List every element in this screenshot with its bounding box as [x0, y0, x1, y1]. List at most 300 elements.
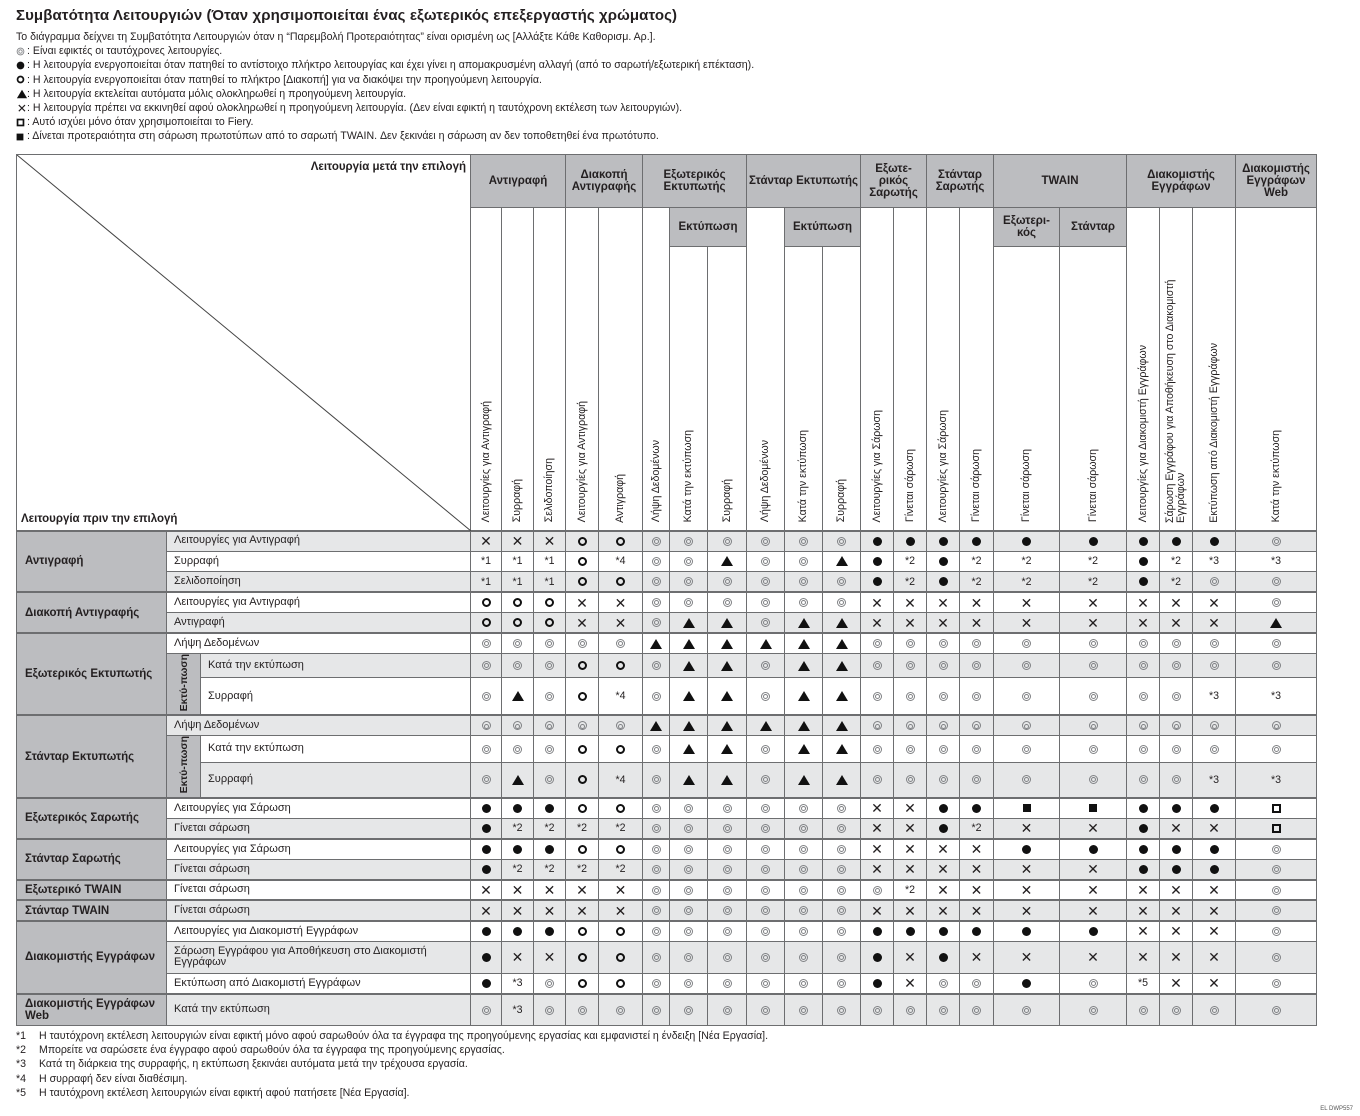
open-circle-icon — [482, 618, 491, 627]
table-cell — [502, 762, 534, 798]
double-circle-icon — [652, 775, 661, 784]
cross-icon: ✕ — [1170, 902, 1182, 919]
table-cell — [1160, 880, 1193, 901]
table-cell — [927, 941, 960, 973]
double-circle-icon — [1139, 721, 1148, 730]
table-cell — [708, 572, 747, 593]
table-cell — [785, 859, 823, 880]
footnote-text: Η ταυτόχρονη εκτέλεση λειτουργιών είναι εφικτή μόνο αφού σαρωθούν όλα τα έγγραφα της προηγούμενης εργασίας και εμφανιστεί η ένδειξη [Νέα Εργασία]. — [39, 1030, 769, 1042]
double-circle-icon — [761, 537, 770, 546]
table-cell — [747, 633, 785, 654]
double-circle-icon — [723, 906, 732, 915]
filled-circle-icon — [1089, 927, 1098, 936]
table-cell — [599, 941, 643, 973]
table-cell — [747, 973, 785, 994]
table-cell — [861, 678, 894, 716]
after-selection-label: Λειτουργία μετά την επιλογή — [310, 161, 466, 173]
footnote-ref: *3 — [1208, 555, 1219, 568]
triangle-icon — [836, 691, 848, 701]
table-cell — [1236, 531, 1317, 552]
cross-icon: ✕ — [1170, 923, 1182, 940]
double-circle-icon — [837, 886, 846, 895]
row-header: Λειτουργίες για Αντιγραφή — [167, 592, 471, 613]
filled-circle-icon — [1172, 537, 1181, 546]
table-cell — [670, 678, 708, 716]
footnote-text: Η συρραφή δεν είναι διαθέσιμη. — [39, 1072, 188, 1085]
double-circle-icon — [761, 906, 770, 915]
column-header-label: Εκτύπωση από Διακομιστή Εγγράφων — [1207, 342, 1220, 523]
cross-icon: ✕ — [1208, 949, 1220, 966]
table-cell — [471, 678, 502, 716]
footnote-ref: *1 — [544, 575, 555, 588]
table-cell — [670, 531, 708, 552]
filled-circle-icon — [1139, 865, 1148, 874]
double-circle-icon — [1210, 1006, 1219, 1015]
table-cell — [534, 900, 566, 921]
double-circle-icon — [545, 721, 554, 730]
cross-icon: ✕ — [576, 902, 588, 919]
table-cell — [599, 798, 643, 819]
cross-icon: ✕ — [871, 614, 883, 631]
double-circle-icon — [545, 692, 554, 701]
table-cell — [894, 572, 927, 593]
table-cell — [1060, 551, 1127, 572]
double-circle-icon — [1272, 953, 1281, 962]
filled-circle-icon — [482, 979, 491, 988]
table-cell — [1236, 941, 1317, 973]
table-cell — [785, 839, 823, 860]
table-cell — [643, 880, 670, 901]
table-cell — [823, 572, 861, 593]
double-circle-icon — [761, 845, 770, 854]
row-header: Γίνεται σάρωση — [167, 859, 471, 880]
table-cell — [534, 592, 566, 613]
table-cell — [1160, 900, 1193, 921]
double-circle-icon — [652, 661, 661, 670]
table-cell — [823, 613, 861, 634]
table-cell — [643, 921, 670, 942]
double-circle-icon — [1210, 721, 1219, 730]
table-cell — [861, 654, 894, 678]
print-label-text: Εκτύ-πωση — [177, 654, 190, 712]
table-cell — [747, 736, 785, 762]
table-cell — [643, 572, 670, 593]
row-header: Λειτουργίες για Σάρωση — [167, 839, 471, 860]
cross-icon: ✕ — [543, 882, 556, 899]
table-cell — [747, 531, 785, 552]
table-cell — [1236, 736, 1317, 762]
double-circle-icon — [837, 577, 846, 586]
row-group-header: Στάνταρ TWAIN — [17, 900, 167, 921]
table-cell — [534, 994, 566, 1026]
row-header: Γίνεται σάρωση — [167, 900, 471, 921]
table-cell — [1193, 551, 1236, 572]
table-cell — [599, 715, 643, 736]
table-cell — [994, 762, 1060, 798]
column-header — [670, 247, 708, 531]
table-cell — [708, 880, 747, 901]
double-circle-icon — [837, 953, 846, 962]
table-cell — [1160, 839, 1193, 860]
open-circle-icon — [578, 845, 587, 854]
double-circle-icon — [972, 661, 981, 670]
table-cell — [861, 880, 894, 901]
table-cell — [823, 973, 861, 994]
double-circle-icon — [1272, 721, 1281, 730]
column-header — [643, 208, 670, 531]
cross-icon: ✕ — [1020, 902, 1033, 919]
table-cell — [960, 762, 994, 798]
double-circle-icon — [1022, 745, 1031, 754]
table-cell — [708, 531, 747, 552]
column-header — [927, 208, 960, 531]
table-cell — [643, 762, 670, 798]
double-circle-icon — [799, 979, 808, 988]
table-cell — [785, 880, 823, 901]
table-cell — [747, 900, 785, 921]
column-header-label: Κατά την εκτύπωση — [682, 430, 694, 523]
footnote-item — [16, 1086, 768, 1100]
table-cell — [785, 654, 823, 678]
triangle-icon — [683, 775, 695, 785]
table-cell — [708, 762, 747, 798]
table-cell — [927, 762, 960, 798]
double-circle-icon — [906, 745, 915, 754]
double-circle-icon — [761, 824, 770, 833]
table-cell — [894, 973, 927, 994]
cross-icon: ✕ — [1208, 820, 1220, 837]
column-header — [471, 208, 502, 531]
double-circle-icon — [939, 692, 948, 701]
cross-icon: ✕ — [543, 949, 556, 966]
double-circle-icon — [799, 886, 808, 895]
table-cell — [927, 551, 960, 572]
table-cell — [1160, 994, 1193, 1026]
double-circle-icon — [482, 661, 491, 670]
table-cell — [823, 859, 861, 880]
filled-circle-icon — [1139, 557, 1148, 566]
double-circle-icon — [761, 927, 770, 936]
column-header — [747, 208, 785, 531]
cross-icon: ✕ — [937, 902, 949, 919]
table-cell — [670, 572, 708, 593]
footnote-ref: *2 — [904, 555, 915, 568]
filled-circle-icon — [1210, 845, 1219, 854]
table-row — [17, 900, 1317, 921]
double-circle-icon — [761, 598, 770, 607]
table-cell — [823, 633, 861, 654]
table-cell — [670, 880, 708, 901]
table-cell — [1127, 921, 1160, 942]
legend-item — [16, 73, 754, 87]
footnote-ref: *1 — [480, 555, 491, 568]
double-circle-icon — [1139, 1006, 1148, 1015]
footnote-ref: *2 — [615, 863, 626, 876]
double-circle-icon — [761, 692, 770, 701]
footnote-ref: *3 — [1270, 555, 1281, 568]
double-circle-icon — [1139, 639, 1148, 648]
cross-icon: ✕ — [1208, 923, 1220, 940]
table-cell — [643, 531, 670, 552]
table-cell — [1193, 973, 1236, 994]
table-cell — [1193, 921, 1236, 942]
double-circle-icon — [761, 979, 770, 988]
table-cell — [1236, 633, 1317, 654]
table-cell — [1160, 921, 1193, 942]
table-row — [17, 994, 1317, 1026]
triangle-icon — [683, 691, 695, 701]
cross-icon: ✕ — [1208, 614, 1220, 631]
compatibility-table — [16, 154, 1317, 1026]
double-circle-icon — [972, 1006, 981, 1015]
footnote-text: Κατά τη διάρκεια της συρραφής, η εκτύπωση ξεκινάει αυτόματα μετά την τρέχουσα εργασία. — [39, 1058, 468, 1071]
table-cell — [894, 839, 927, 860]
table-cell — [708, 736, 747, 762]
double-circle-icon — [482, 692, 491, 701]
legend-item — [16, 58, 754, 72]
table-cell — [823, 880, 861, 901]
table-cell — [894, 654, 927, 678]
double-circle-icon — [837, 865, 846, 874]
table-cell — [502, 572, 534, 593]
table-row — [17, 715, 1317, 736]
double-circle-icon — [1089, 1006, 1098, 1015]
double-circle-icon — [1272, 639, 1281, 648]
double-circle-icon — [873, 775, 882, 784]
filled-circle-icon — [1172, 845, 1181, 854]
table-cell — [960, 572, 994, 593]
table-cell — [994, 900, 1060, 921]
open-circle-icon — [616, 537, 625, 546]
sub-header: Στάνταρ — [1060, 208, 1127, 247]
triangle-icon — [760, 639, 772, 649]
table-row — [17, 572, 1317, 593]
footnote-ref: *2 — [971, 575, 982, 588]
cross-icon: ✕ — [1208, 882, 1220, 899]
table-cell — [994, 921, 1060, 942]
table-cell — [471, 839, 502, 860]
double-circle-icon — [1089, 721, 1098, 730]
double-circle-icon — [684, 577, 693, 586]
double-circle-icon — [482, 1006, 491, 1015]
double-circle-icon — [761, 577, 770, 586]
filled-circle-icon — [1089, 537, 1098, 546]
double-circle-icon — [684, 979, 693, 988]
column-group-header: Διακοπή Αντιγραφής — [566, 155, 643, 208]
double-circle-icon — [513, 745, 522, 754]
footnote-ref: *3 — [1270, 773, 1281, 786]
column-group-header: Αντιγραφή — [471, 155, 566, 208]
column-group-header: Στάνταρ Εκτυπωτής — [747, 155, 861, 208]
double-circle-icon — [482, 775, 491, 784]
table-cell — [1060, 531, 1127, 552]
before-selection-label: Λειτουργία πριν την επιλογή — [21, 512, 178, 525]
table-cell — [894, 818, 927, 839]
double-circle-icon — [513, 639, 522, 648]
table-cell — [960, 859, 994, 880]
footnote-ref: *2 — [971, 822, 982, 835]
row-header: Εκτύπωση από Διακομιστή Εγγράφων — [167, 973, 471, 994]
double-circle-icon — [799, 537, 808, 546]
table-cell — [861, 551, 894, 572]
cross-icon: ✕ — [871, 594, 883, 611]
filled-circle-icon — [873, 577, 882, 586]
table-cell — [785, 818, 823, 839]
table-cell — [894, 678, 927, 716]
cross-icon: ✕ — [614, 882, 627, 899]
column-header-label: Γίνεται σάρωση — [970, 449, 982, 523]
cross-icon: ✕ — [1137, 902, 1149, 919]
open-circle-icon — [578, 745, 587, 754]
double-circle-icon — [513, 661, 522, 670]
triangle-icon — [798, 721, 810, 731]
row-group-header: Διακομιστής Εγγράφων — [17, 921, 167, 994]
table-cell — [994, 531, 1060, 552]
filled-circle-icon — [513, 804, 522, 813]
table-cell — [502, 900, 534, 921]
cross-icon: ✕ — [871, 902, 883, 919]
footnote-ref: *1 — [544, 555, 555, 568]
double-circle-icon — [972, 692, 981, 701]
double-circle-icon — [1089, 979, 1098, 988]
double-circle-icon — [1272, 865, 1281, 874]
table-cell — [1160, 798, 1193, 819]
table-cell — [643, 859, 670, 880]
table-cell — [471, 531, 502, 552]
double-circle-icon — [1089, 775, 1098, 784]
table-cell — [471, 921, 502, 942]
table-cell — [894, 633, 927, 654]
double-circle-icon — [684, 557, 693, 566]
double-circle-icon — [939, 745, 948, 754]
open-circle-icon — [578, 661, 587, 670]
double-circle-icon — [652, 745, 661, 754]
table-cell — [1236, 762, 1317, 798]
table-cell — [534, 762, 566, 798]
footnote-ref: *3 — [512, 1004, 523, 1016]
footnote-item — [16, 1029, 768, 1043]
table-cell — [502, 592, 534, 613]
table-cell — [747, 859, 785, 880]
triangle-icon — [798, 618, 810, 628]
table-cell — [670, 551, 708, 572]
double-circle-icon — [873, 661, 882, 670]
table-cell — [960, 941, 994, 973]
cross-icon: ✕ — [904, 902, 916, 919]
table-cell — [1236, 900, 1317, 921]
table-cell — [894, 994, 927, 1026]
double-circle-icon — [1089, 745, 1098, 754]
filled-circle-icon — [1022, 979, 1031, 988]
table-cell — [534, 880, 566, 901]
cross-icon: ✕ — [1087, 882, 1099, 899]
double-circle-icon — [1089, 639, 1098, 648]
open-circle-icon — [578, 692, 587, 701]
table-cell — [1127, 798, 1160, 819]
double-circle-icon — [1172, 661, 1181, 670]
column-header-label: Γίνεται σάρωση — [1086, 449, 1099, 523]
table-cell — [994, 572, 1060, 593]
table-cell — [1193, 572, 1236, 593]
footnote-ref: *1 — [480, 575, 491, 588]
table-cell — [861, 633, 894, 654]
table-cell — [785, 762, 823, 798]
filled-circle-icon — [482, 824, 491, 833]
table-cell — [747, 654, 785, 678]
row-header: Κατά την εκτύπωση — [167, 994, 471, 1026]
table-cell — [708, 900, 747, 921]
table-cell — [861, 592, 894, 613]
table-cell — [1193, 762, 1236, 798]
cross-icon: ✕ — [511, 533, 524, 550]
cross-icon: ✕ — [904, 841, 916, 858]
table-cell — [471, 572, 502, 593]
table-cell — [747, 613, 785, 634]
filled-circle-icon — [939, 953, 948, 962]
table-cell — [1127, 592, 1160, 613]
footnote-key: *4 — [16, 1072, 27, 1085]
triangle-icon — [836, 744, 848, 754]
table-cell — [566, 880, 599, 901]
filled-circle-icon — [1139, 845, 1148, 854]
open-circle-icon — [513, 618, 522, 627]
column-header-label: Γίνεται σάρωση — [903, 449, 916, 523]
double-circle-icon — [939, 979, 948, 988]
table-cell — [534, 818, 566, 839]
double-circle-icon — [1210, 661, 1219, 670]
table-cell — [1193, 531, 1236, 552]
double-circle-icon — [684, 1006, 693, 1015]
table-cell — [960, 921, 994, 942]
double-circle-icon — [939, 721, 948, 730]
cross-icon: ✕ — [1087, 902, 1099, 919]
table-cell — [894, 900, 927, 921]
triangle-icon — [721, 721, 733, 731]
filled-circle-icon — [1139, 537, 1148, 546]
table-cell — [1193, 818, 1236, 839]
table-cell — [599, 531, 643, 552]
table-cell — [471, 762, 502, 798]
double-circle-icon — [652, 845, 661, 854]
diagonal-line — [17, 155, 471, 531]
table-cell — [1236, 859, 1317, 880]
table-row — [17, 531, 1317, 552]
triangle-icon — [683, 639, 695, 649]
filled-circle-icon — [482, 845, 491, 854]
table-cell — [927, 798, 960, 819]
table-cell — [960, 973, 994, 994]
table-cell — [861, 839, 894, 860]
table-cell — [927, 818, 960, 839]
triangle-icon — [836, 721, 848, 731]
table-cell — [471, 715, 502, 736]
table-cell — [861, 762, 894, 798]
column-header — [1127, 208, 1160, 531]
table-cell — [534, 859, 566, 880]
double-circle-icon — [837, 598, 846, 607]
table-cell — [1127, 859, 1160, 880]
table-cell — [534, 633, 566, 654]
double-circle-icon — [652, 618, 661, 627]
double-circle-icon — [1172, 692, 1181, 701]
footnote-text: Μπορείτε να σαρώσετε ένα έγγραφο αφού σαρωθούν όλα τα έγγραφα της προηγούμενης εργασίας. — [39, 1044, 505, 1057]
table-cell — [643, 654, 670, 678]
legend-item — [16, 44, 754, 58]
table-cell — [471, 941, 502, 973]
double-circle-icon — [723, 845, 732, 854]
table-cell — [927, 715, 960, 736]
open-circle-icon — [513, 598, 522, 607]
